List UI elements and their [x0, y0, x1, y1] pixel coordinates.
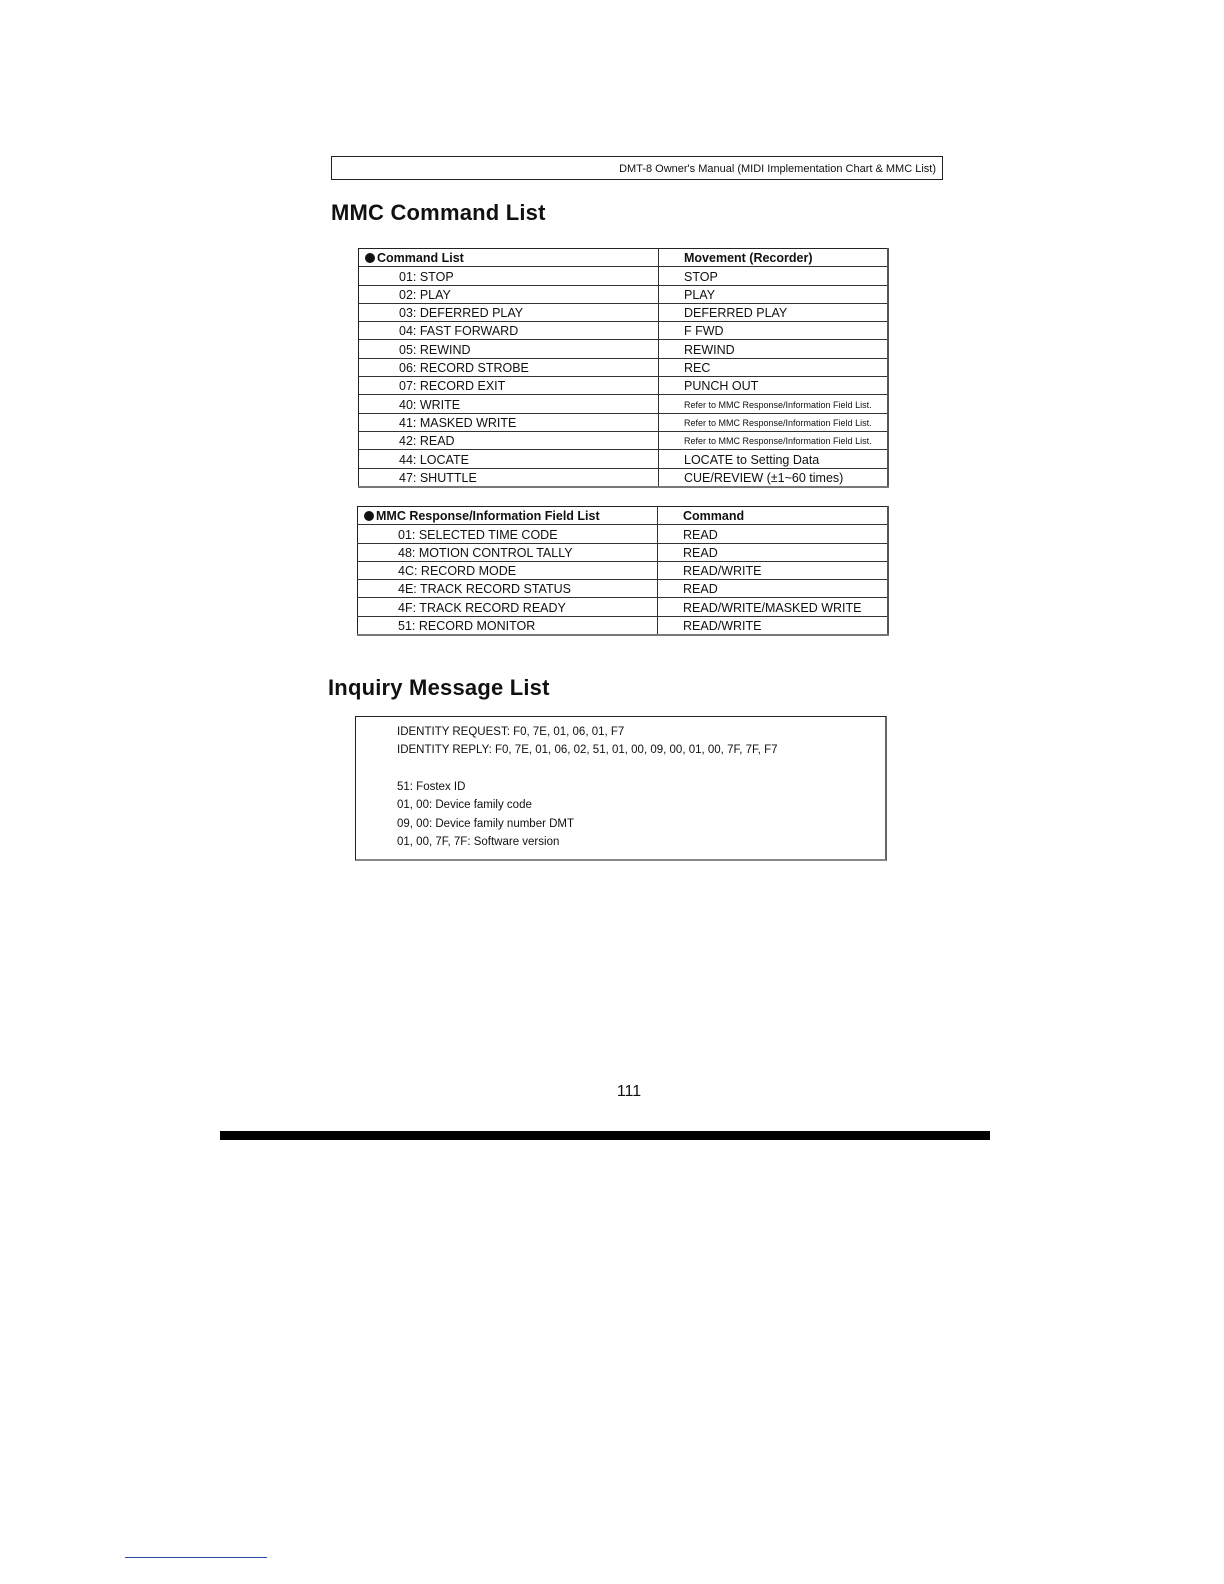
table-row [358, 616, 889, 635]
command-cell: READ/WRITE [658, 561, 889, 579]
field-cell: 4E: TRACK RECORD STATUS [358, 580, 658, 598]
device-family-code-line: 01, 00: Device family code [397, 799, 532, 811]
movement-cell: REC [659, 358, 889, 376]
table-row [359, 322, 889, 340]
table-row [359, 413, 889, 431]
table-row [358, 598, 889, 616]
movement-cell: Refer to MMC Response/Information Field List. [659, 395, 889, 413]
table-row [359, 377, 889, 395]
table-row [358, 525, 889, 543]
command-cell: 04: FAST FORWARD [359, 322, 659, 340]
field-cell: 48: MOTION CONTROL TALLY [358, 543, 658, 561]
command-header: Command [658, 507, 889, 525]
movement-header: Movement (Recorder) [659, 249, 889, 267]
table-row [359, 303, 889, 321]
command-cell: 02: PLAY [359, 285, 659, 303]
movement-cell: CUE/REVIEW (±1~60 times) [659, 468, 889, 487]
table-row [359, 431, 889, 449]
movement-cell: STOP [659, 267, 889, 285]
command-cell: 47: SHUTTLE [359, 468, 659, 487]
field-cell: 51: RECORD MONITOR [358, 616, 658, 635]
command-cell: READ/WRITE [658, 616, 889, 635]
table-row [359, 285, 889, 303]
table-row [359, 267, 889, 285]
movement-cell: PLAY [659, 285, 889, 303]
movement-cell: Refer to MMC Response/Information Field List. [659, 413, 889, 431]
movement-cell: Refer to MMC Response/Information Field List. [659, 431, 889, 449]
running-header [331, 156, 943, 180]
table-row [359, 340, 889, 358]
command-list-header: Command List [359, 249, 659, 267]
identity-request-line: IDENTITY REQUEST: F0, 7E, 01, 06, 01, F7 [397, 726, 625, 738]
scan-artifact-line [125, 1557, 267, 1558]
table-header-row [359, 249, 889, 267]
movement-cell: PUNCH OUT [659, 377, 889, 395]
command-cell: 41: MASKED WRITE [359, 413, 659, 431]
table-row [359, 358, 889, 376]
field-cell: 4C: RECORD MODE [358, 561, 658, 579]
mmc-response-field-table [357, 506, 889, 636]
table-row [358, 561, 889, 579]
inquiry-message-list-title: Inquiry Message List [328, 675, 550, 700]
device-family-number-line: 09, 00: Device family number DMT [397, 818, 575, 830]
field-cell: 4F: TRACK RECORD READY [358, 598, 658, 616]
running-header-text: DMT-8 Owner's Manual (MIDI Implementation Chart & MMC List) [619, 163, 936, 175]
bullet-icon [365, 253, 375, 263]
table-row [358, 580, 889, 598]
command-cell: 07: RECORD EXIT [359, 377, 659, 395]
mmc-command-list-title: MMC Command List [331, 200, 546, 225]
command-cell: READ [658, 525, 889, 543]
command-cell: 42: READ [359, 431, 659, 449]
table-row [358, 543, 889, 561]
movement-cell: DEFERRED PLAY [659, 303, 889, 321]
command-cell: 06: RECORD STROBE [359, 358, 659, 376]
footer-rule [220, 1131, 990, 1140]
movement-cell: F FWD [659, 322, 889, 340]
command-cell: READ [658, 580, 889, 598]
software-version-line: 01, 00, 7F, 7F: Software version [397, 836, 560, 848]
movement-cell: REWIND [659, 340, 889, 358]
table-row [359, 395, 889, 413]
identity-reply-line: IDENTITY REPLY: F0, 7E, 01, 06, 02, 51, 01, 00, 09, 00, 01, 00, 7F, 7F, F7 [397, 744, 778, 756]
table-row [359, 468, 889, 487]
command-cell: 40: WRITE [359, 395, 659, 413]
field-list-header: MMC Response/Information Field List [358, 507, 658, 525]
field-cell: 01: SELECTED TIME CODE [358, 525, 658, 543]
command-cell: 03: DEFERRED PLAY [359, 303, 659, 321]
fostex-id-line: 51: Fostex ID [397, 781, 466, 793]
page-number: 111 [616, 1083, 642, 1100]
mmc-command-table [358, 248, 889, 488]
table-header-row [358, 507, 889, 525]
command-cell: READ/WRITE/MASKED WRITE [658, 598, 889, 616]
command-cell: 05: REWIND [359, 340, 659, 358]
command-cell: READ [658, 543, 889, 561]
table-row [359, 450, 889, 468]
command-cell: 01: STOP [359, 267, 659, 285]
bullet-icon [364, 511, 374, 521]
command-cell: 44: LOCATE [359, 450, 659, 468]
inquiry-message-box [355, 716, 887, 861]
movement-cell: LOCATE to Setting Data [659, 450, 889, 468]
